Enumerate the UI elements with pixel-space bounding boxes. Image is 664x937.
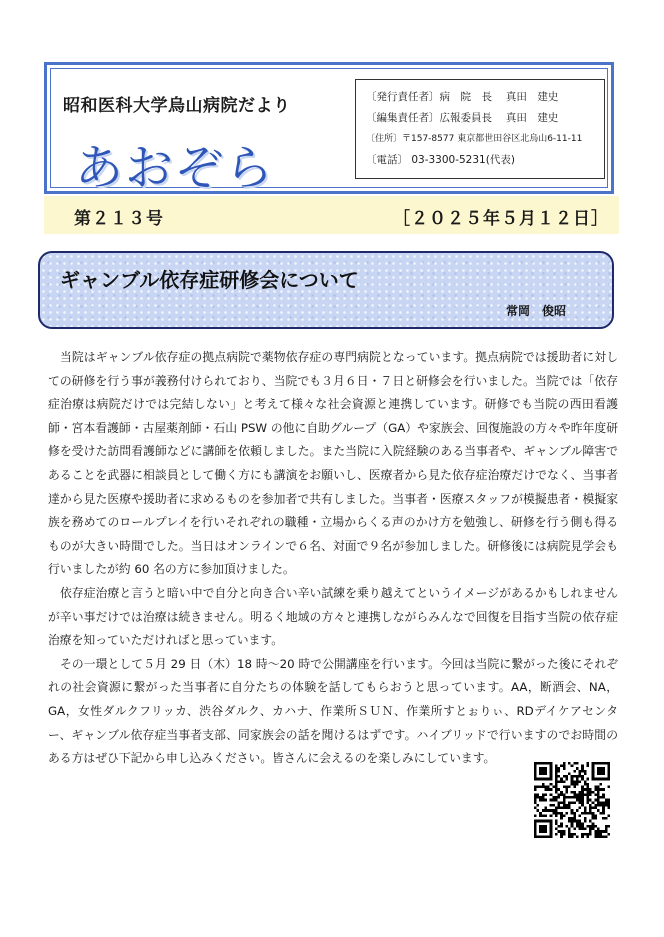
phone-line: 〔電話〕 03-3300-5231(代表) xyxy=(366,154,515,166)
issue-date: ［２０２５年５月１２日］ xyxy=(393,209,609,229)
article-author: 常岡 俊昭 xyxy=(506,304,567,318)
issue-band xyxy=(44,196,619,234)
body-paragraph: 依存症治療と言うと暗い中で自分と向き合い辛い試練を乗り越えてというイメージがあるかもしれませんが辛い事だけでは治療は続きません。明るく地域の方々と連携しながらみんなで回復を目指す当院の依存症治療を知っていただければと思っています。 xyxy=(48,585,618,648)
article-header xyxy=(38,251,614,329)
qr-code-icon[interactable] xyxy=(534,762,610,838)
body-paragraph: その一環として５月 29 日（木）18 時～20 時で公開講座を行います。今回は当院に繋がった後にそれぞれの社会資源に繋がった当事者に自分たちの体験を話してもらおうと思っています。AA，断酒会、NA，GA，女性ダルクフリッカ、渋谷ダルク、カハナ、作業所ＳＵＮ、作業所すとぉりぃ、RDデイケアセンター、ギャンブル依存症当事者支部、同家族会の話を聞けるはずです。ハイブリッドで行いますのでお時間のある方はぜひ下記から申し込みください。皆さんに会えるのを楽しみにしています。 xyxy=(48,656,618,766)
hospital-name: 昭和医科大学烏山病院だより xyxy=(63,96,291,116)
issue-number: 第２１３号 xyxy=(74,209,164,229)
masthead xyxy=(44,62,614,194)
article-title: ギャンブル依存症研修会について xyxy=(60,268,359,292)
editor-line: 〔編集責任者〕広報委員長 真田 建史 xyxy=(366,112,559,124)
article-body xyxy=(48,346,618,771)
publisher-line: 〔発行責任者〕病 院 長 真田 建史 xyxy=(366,91,559,103)
address-line: 〔住所〕〒157-8577 東京都世田谷区北烏山6-11-11 xyxy=(366,134,583,144)
newsletter-title: あおぞら xyxy=(75,140,276,196)
publisher-info-box xyxy=(355,79,605,179)
body-paragraph: 当院はギャンブル依存症の拠点病院で薬物依存症の専門病院となっています。拠点病院では援助者に対しての研修を行う事が義務付けられており、当院でも３月６日・７日と研修会を行いました。当院では「依存症治療は病院だけでは完結しない」と考えて様々な社会資源と連携しています。研修でも当院の西田看護師・宮本看護師・古屋薬剤師・石山 PSW の他に自助グループ（GA）や家族会、回復施設の方々や昨年度研修を受けた訪問看護師などに講師を依頼しました。また当院に入院経験のある当事者や、ギャンブル障害であることを武器に相談員として働く方にも講演をお願いし、医療者から見た依存症治療だけでなく、当事者達から見た医療や援助者に求めるものを参加者で共有しました。当事者・医療スタッフが模擬患者・模擬家族を務めてのロールプレイを行いそれぞれの職種・立場からくる声のかけ方を勉強し、研修を行う側も得るものが大きい時間でした。当日はオンラインで６名、対面で９名が参加しました。研修後には病院見学会も行いましたが約 60 名の方に参加頂けました。 xyxy=(48,350,618,577)
